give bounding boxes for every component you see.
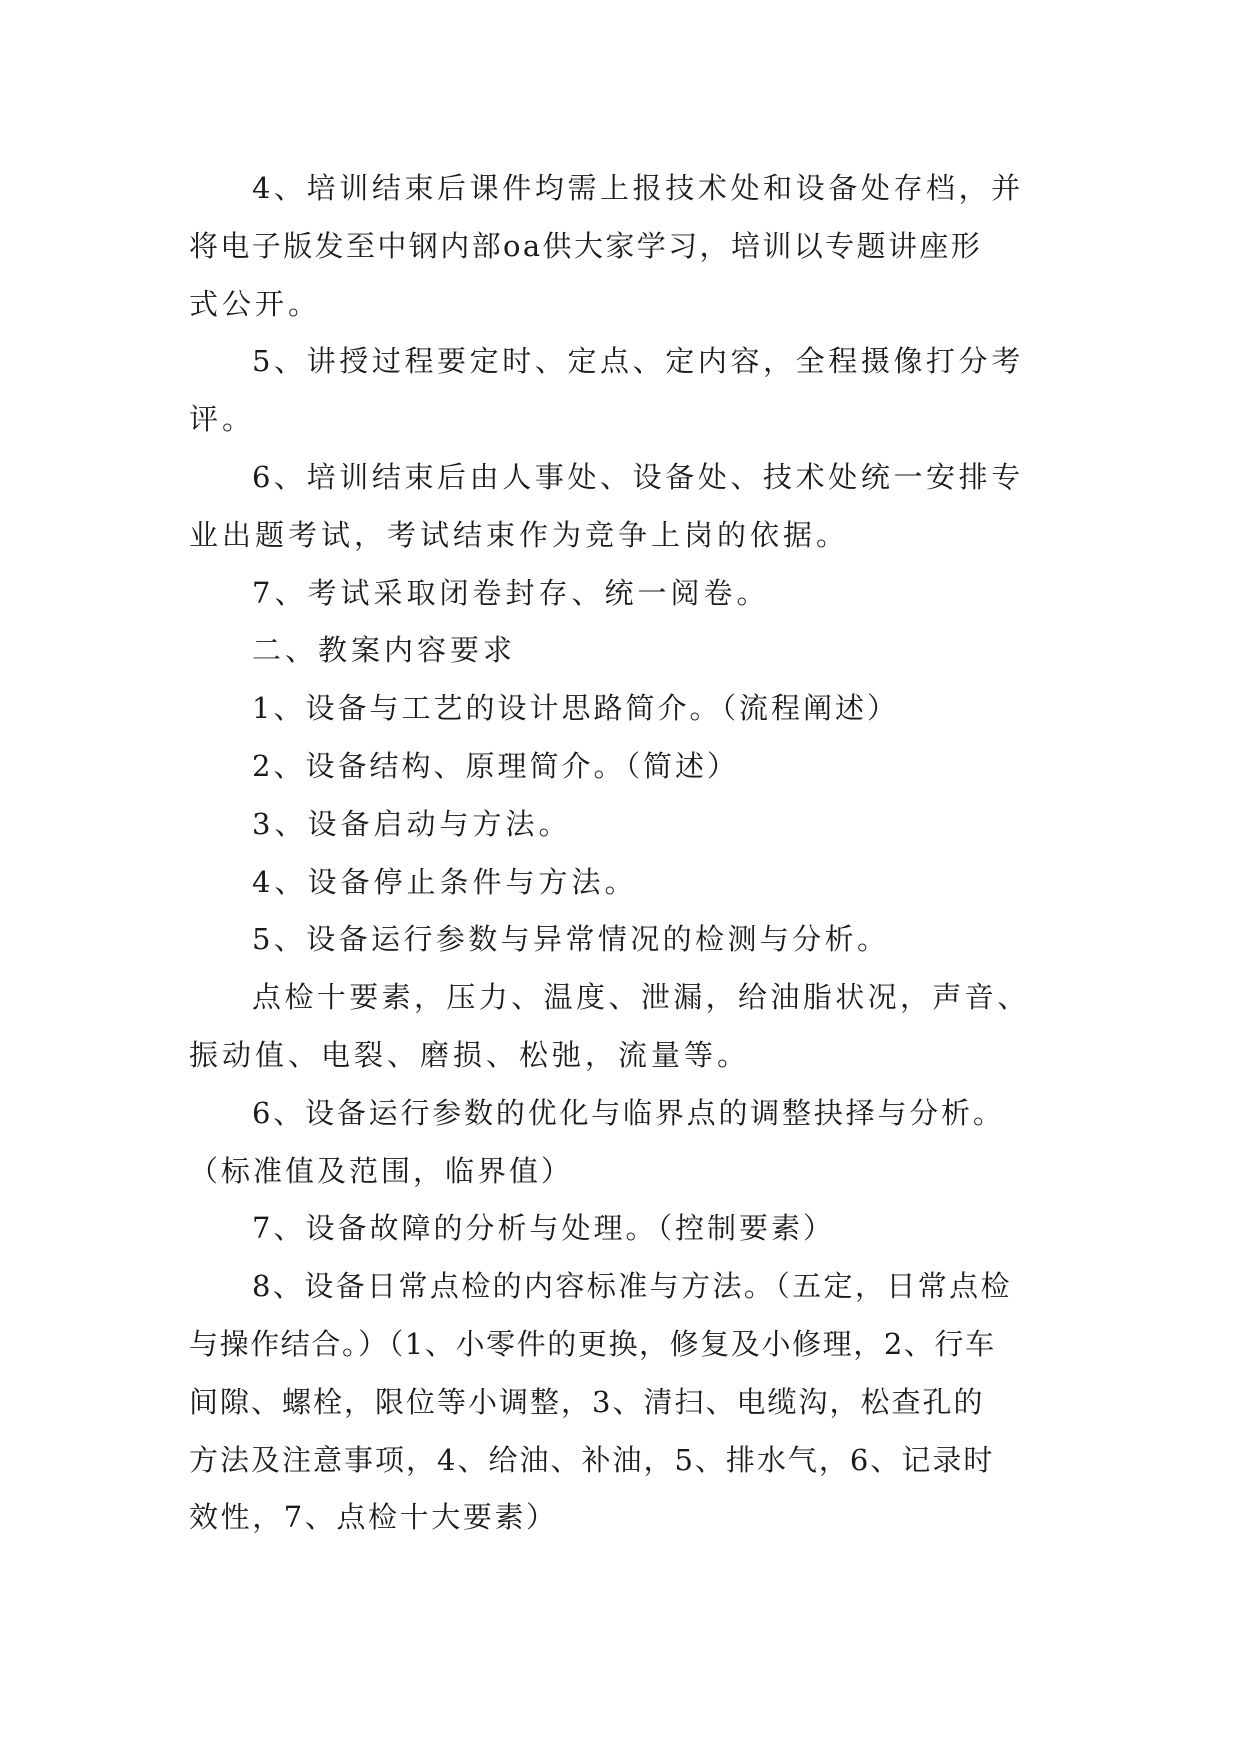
text-line-8: 7、考试采取闭卷封存、统一阅卷。 (252, 576, 770, 610)
text-line-12: 3、设备启动与方法。 (252, 807, 572, 841)
text-line-1: 4、培训结束后课件均需上报技术处和设备处存档，并 (252, 171, 1024, 205)
text-line-17: 6、设备运行参数的优化与临界点的调整抉择与分析。 (252, 1096, 1005, 1130)
text-line-18: （标准值及范围，临界值） (189, 1154, 574, 1188)
text-line-19: 7、设备故障的分析与处理。（控制要素） (252, 1211, 835, 1245)
text-line-24: 效性，7、点检十大要素） (189, 1500, 558, 1534)
text-line-3: 式公开。 (189, 287, 322, 321)
text-line-2: 将电子版发至中钢内部oa供大家学习，培训以专题讲座形 (189, 229, 983, 263)
text-line-23: 方法及注意事项，4、给油、补油，5、排水气，6、记录时 (189, 1443, 995, 1477)
text-line-20: 8、设备日常点检的内容标准与方法。（五定，日常点检 (252, 1269, 1012, 1303)
text-line-6: 6、培训结束后由人事处、设备处、技术处统一安排专 (252, 460, 1024, 494)
text-line-15: 点检十要素，压力、温度、泄漏，给油脂状况，声音、 (252, 980, 1030, 1014)
text-line-13: 4、设备停止条件与方法。 (252, 865, 638, 899)
text-line-14: 5、设备运行参数与异常情况的检测与分析。 (252, 922, 890, 956)
section-heading: 二、教案内容要求 (252, 633, 517, 667)
text-line-5: 评。 (189, 402, 256, 436)
text-line-21: 与操作结合。）（1、小零件的更换，修复及小修理，2、行车 (189, 1327, 996, 1361)
text-line-22: 间隙、螺栓，限位等小调整，3、清扫、电缆沟，松查孔的 (189, 1385, 985, 1419)
text-line-11: 2、设备结构、原理简介。（简述） (252, 749, 739, 783)
text-line-4: 5、讲授过程要定时、定点、定内容，全程摄像打分考 (252, 344, 1024, 378)
text-line-10: 1、设备与工艺的设计思路简介。（流程阐述） (252, 691, 899, 725)
text-line-7: 业出题考试，考试结束作为竞争上岗的依据。 (189, 518, 850, 552)
text-line-16: 振动值、电裂、磨损、松弛，流量等。 (189, 1038, 751, 1072)
